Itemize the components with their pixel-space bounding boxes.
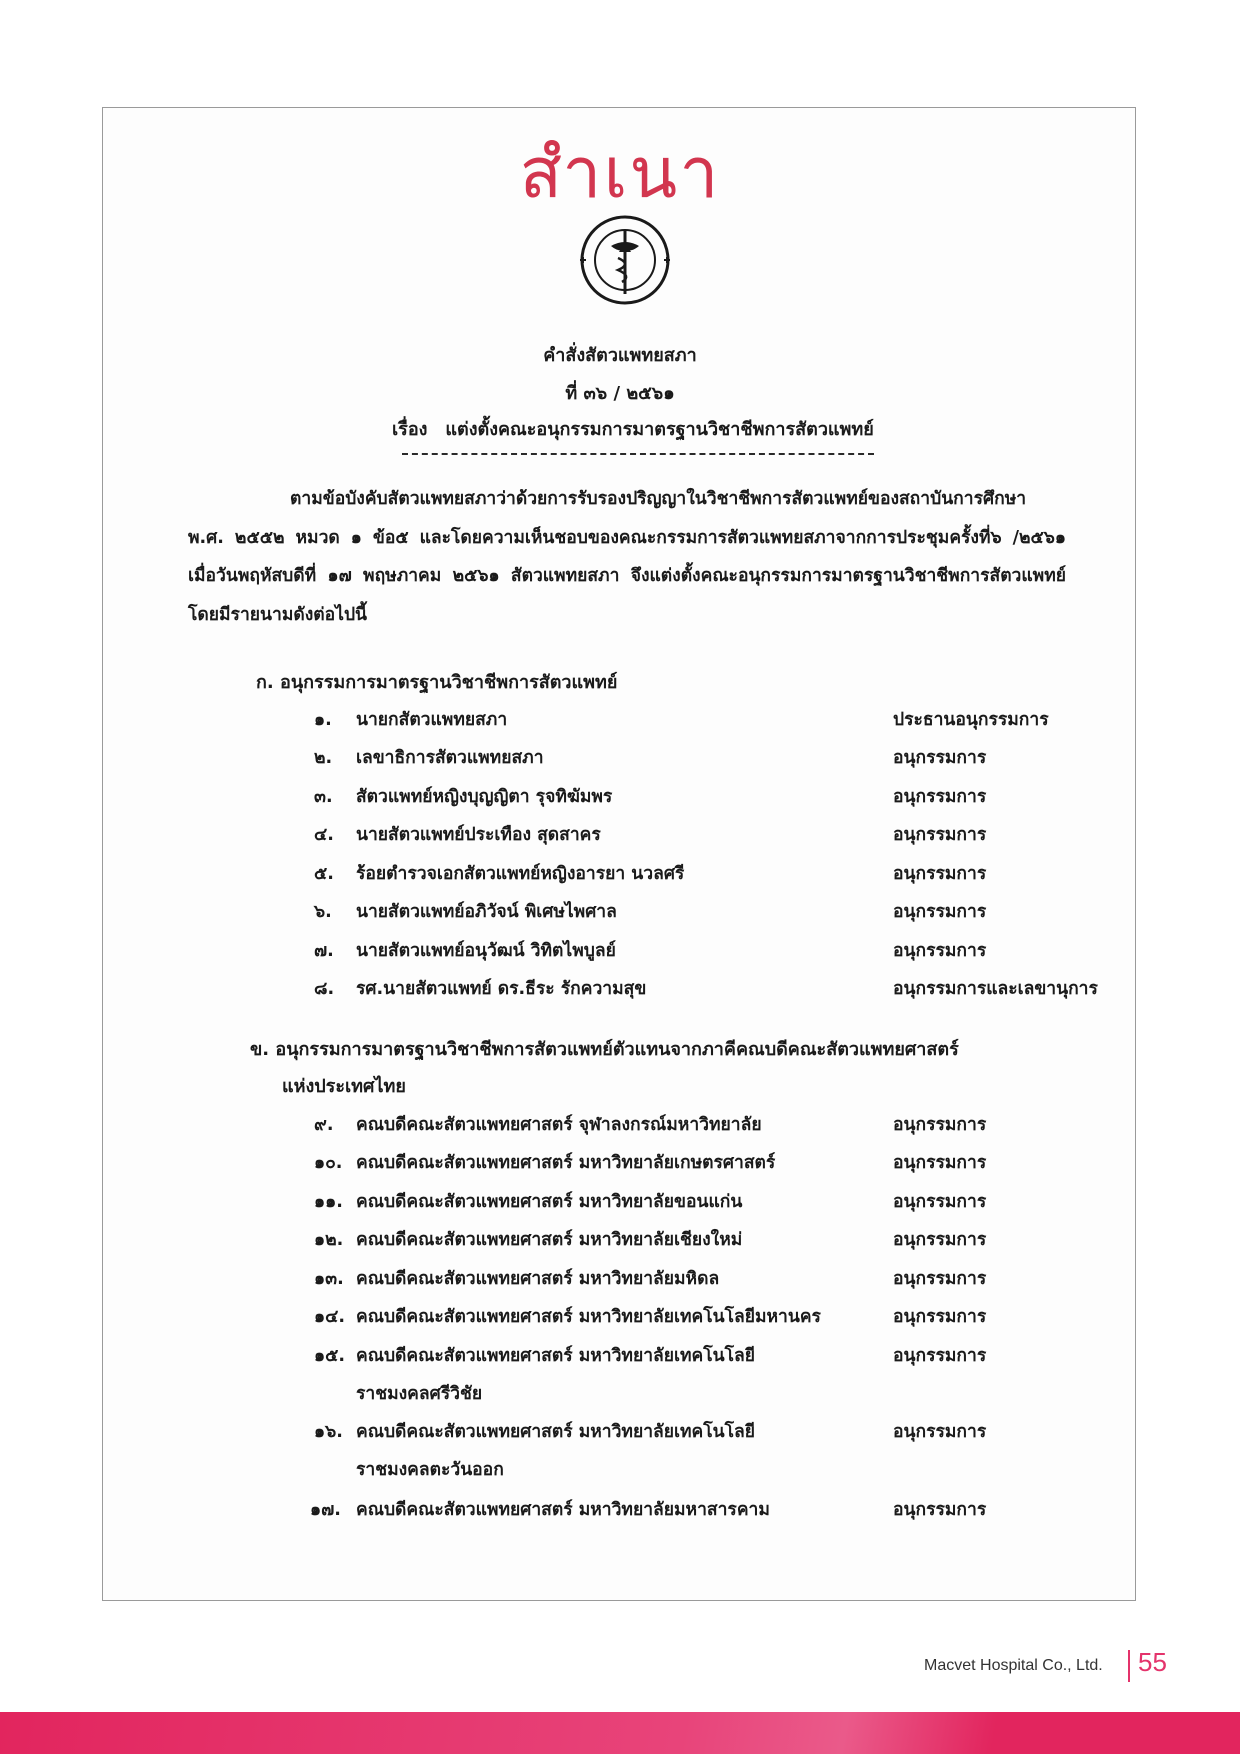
veterinary-council-seal-icon — [578, 208, 672, 316]
order-subject — [392, 414, 874, 443]
member-role: อนุกรรมการ — [893, 1269, 987, 1289]
member-name-cont: ราชมงคลศรีวิชัย — [356, 1384, 483, 1404]
member-role: อนุกรรมการ — [893, 902, 987, 922]
member-name: นายสัตวแพทย์อภิวัจน์ พิเศษไพศาล — [356, 902, 617, 922]
member-name: คณบดีคณะสัตวแพทยศาสตร์ มหาวิทยาลัยเกษตรศาสตร์ — [356, 1153, 776, 1173]
subject-label: เรื่อง — [392, 419, 428, 440]
footer-band — [0, 1712, 1240, 1754]
section-b-heading: ข. อนุกรรมการมาตรฐานวิชาชีพการสัตวแพทย์ตัวแทนจากภาคีคณบดีคณะสัตวแพทยศาสตร์ — [250, 1039, 959, 1060]
footer-company: Macvet Hospital Co., Ltd. — [924, 1657, 1103, 1674]
member-row — [0, 743, 1240, 773]
member-role: อนุกรรมการ — [893, 825, 987, 845]
member-number: ๑๐. — [314, 1153, 343, 1173]
member-row — [0, 1225, 1240, 1255]
member-role: อนุกรรมการ — [893, 1346, 987, 1366]
member-role: ประธานอนุกรรมการ — [893, 710, 1049, 730]
member-row — [0, 820, 1240, 850]
copy-stamp: สำเนา — [519, 132, 721, 214]
member-role: อนุกรรมการ — [893, 1422, 987, 1442]
member-number: ๑๗. — [310, 1500, 341, 1520]
page-number: 55 — [1138, 1647, 1167, 1677]
member-number: ๑๕. — [314, 1346, 346, 1366]
intro-paragraph: ตามข้อบังคับสัตวแพทยสภาว่าด้วยการรับรองปริญญาในวิชาชีพการสัตวแพทย์ของสถาบันการศึกษา พ.ศ. ๒๕๕๒ หมวด ๑ ข้อ๕ และโดยความเห็นชอบของคณะกรรมการสัตวแพทยสภาจากการประชุมครั้งที่๖ /๒๕๖๑ เมื่อวันพฤหัสบดีที่ ๑๗ พฤษภาคม ๒๕๖๑ สัตวแพทยสภา จึงแต่งตั้งคณะอนุกรรมการมาตรฐานวิชาชีพการสัตวแพทย์ โดยมีรายนามดังต่อไปนี้ — [188, 489, 1066, 625]
member-role: อนุกรรมการ — [893, 1307, 987, 1327]
member-name: คณบดีคณะสัตวแพทยศาสตร์ จุฬาลงกรณ์มหาวิทยาลัย — [356, 1115, 762, 1135]
member-name-cont: ราชมงคลตะวันออก — [356, 1460, 504, 1480]
member-number: ๙. — [314, 1115, 334, 1135]
member-name: คณบดีคณะสัตวแพทยศาสตร์ มหาวิทยาลัยเทคโนโลยี — [356, 1346, 755, 1366]
member-row — [0, 1110, 1240, 1140]
document-frame — [102, 107, 1136, 1601]
member-name: คณบดีคณะสัตวแพทยศาสตร์ มหาวิทยาลัยเชียงใหม่ — [356, 1230, 743, 1250]
member-row — [0, 1187, 1240, 1217]
member-number: ๑. — [314, 710, 332, 730]
member-role: อนุกรรมการ — [893, 864, 987, 884]
member-number: ๑๓. — [314, 1269, 344, 1289]
member-role: อนุกรรมการ — [893, 1230, 987, 1250]
member-role: อนุกรรมการ — [893, 1153, 987, 1173]
member-row — [0, 1302, 1240, 1332]
member-name: เลขาธิการสัตวแพทยสภา — [356, 748, 544, 768]
member-row — [0, 859, 1240, 889]
member-number: ๘. — [314, 979, 335, 999]
member-number: ๑๔. — [314, 1307, 346, 1327]
order-title: คำสั่งสัตวแพทยสภา — [543, 345, 697, 366]
member-name: รศ.นายสัตวแพทย์ ดร.ธีระ รักความสุข — [356, 979, 647, 999]
member-row — [0, 782, 1240, 812]
section-b-heading-cont: แห่งประเทศไทย — [282, 1076, 406, 1097]
member-role: อนุกรรมการและเลขานุการ — [893, 979, 1098, 999]
member-name: นายสัตวแพทย์อนุวัฒน์ วิทิตไพบูลย์ — [356, 941, 616, 961]
member-number: ๗. — [314, 941, 334, 961]
member-number: ๒. — [314, 748, 333, 768]
member-role: อนุกรรมการ — [893, 1115, 987, 1135]
member-role: อนุกรรมการ — [893, 1500, 987, 1520]
subject-text: แต่งตั้งคณะอนุกรรมการมาตรฐานวิชาชีพการสัตวแพทย์ — [445, 419, 874, 440]
member-role: อนุกรรมการ — [893, 1192, 987, 1212]
member-name: นายกสัตวแพทยสภา — [356, 710, 508, 730]
member-row — [0, 936, 1240, 966]
member-number: ๕. — [314, 864, 334, 884]
member-row — [0, 1495, 1240, 1525]
member-number: ๑๖. — [314, 1422, 343, 1442]
footer-divider — [1128, 1650, 1130, 1682]
member-name: คณบดีคณะสัตวแพทยศาสตร์ มหาวิทยาลัยเทคโนโลยีมหานคร — [356, 1307, 821, 1327]
order-number: ที่ ๓๖ / ๒๕๖๑ — [565, 383, 675, 404]
section-a-heading: ก. อนุกรรมการมาตรฐานวิชาชีพการสัตวแพทย์ — [256, 672, 618, 693]
member-number: ๑๒. — [314, 1230, 344, 1250]
member-name: สัตวแพทย์หญิงบุญญิตา รุจทิฆัมพร — [356, 787, 613, 807]
member-role: อนุกรรมการ — [893, 941, 987, 961]
member-role: อนุกรรมการ — [893, 748, 987, 768]
member-row — [0, 1264, 1240, 1294]
member-name: คณบดีคณะสัตวแพทยศาสตร์ มหาวิทยาลัยขอนแก่น — [356, 1192, 743, 1212]
member-name: ร้อยตำรวจเอกสัตวแพทย์หญิงอารยา นวลศรี — [356, 864, 685, 884]
member-row — [0, 974, 1240, 1004]
dashed-divider — [402, 453, 874, 455]
member-row — [0, 1341, 1240, 1404]
member-name: คณบดีคณะสัตวแพทยศาสตร์ มหาวิทยาลัยมหิดล — [356, 1269, 720, 1289]
member-name: นายสัตวแพทย์ประเทือง สุดสาคร — [356, 825, 601, 845]
member-number: ๓. — [314, 787, 333, 807]
member-name: คณบดีคณะสัตวแพทยศาสตร์ มหาวิทยาลัยเทคโนโลยี — [356, 1422, 755, 1442]
member-row — [0, 705, 1240, 735]
member-name: คณบดีคณะสัตวแพทยศาสตร์ มหาวิทยาลัยมหาสารคาม — [356, 1500, 770, 1520]
member-row — [0, 897, 1240, 927]
member-number: ๑๑. — [314, 1192, 343, 1212]
member-row — [0, 1417, 1240, 1480]
member-role: อนุกรรมการ — [893, 787, 987, 807]
member-number: ๔. — [314, 825, 334, 845]
member-number: ๖. — [314, 902, 332, 922]
member-row — [0, 1148, 1240, 1178]
